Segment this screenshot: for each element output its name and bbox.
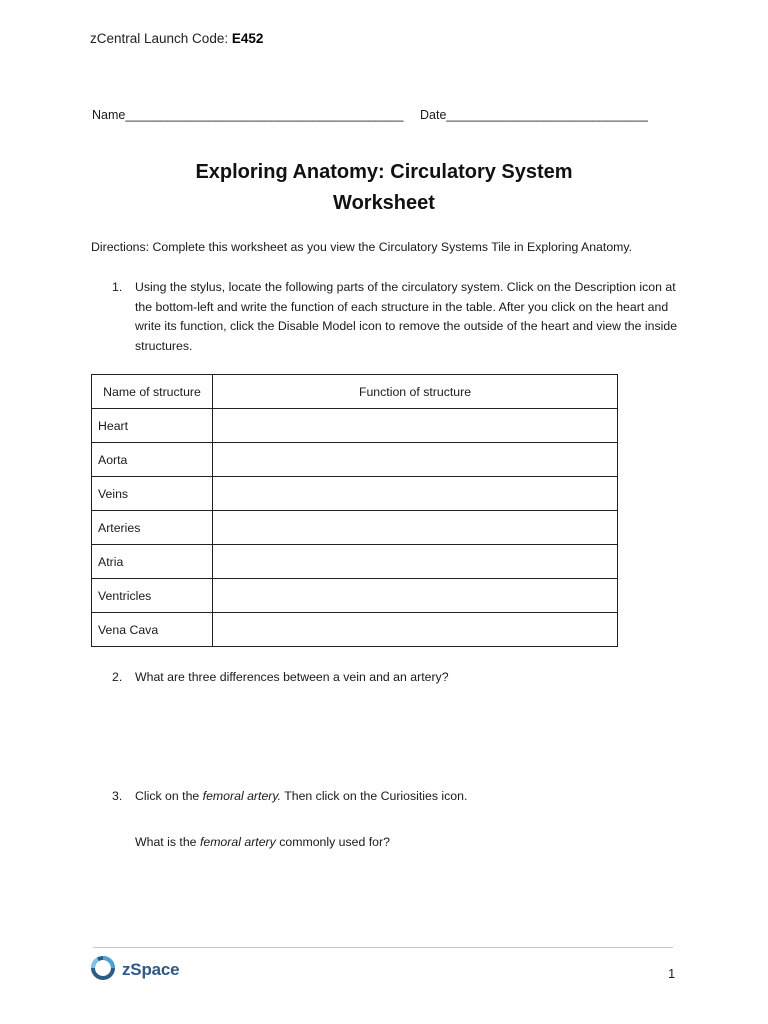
function-answer-cell[interactable] bbox=[213, 511, 618, 545]
question-text-italic: femoral artery. bbox=[202, 789, 282, 803]
question-3 bbox=[112, 787, 672, 807]
table-header-row bbox=[92, 375, 618, 409]
structures-table bbox=[91, 374, 618, 647]
structure-name: Atria bbox=[92, 545, 213, 579]
zspace-logo-text: zSpace bbox=[122, 960, 180, 979]
table-row bbox=[92, 477, 618, 511]
question-text: What are three differences between a vein and an artery? bbox=[135, 670, 449, 684]
question-text: Using the stylus, locate the following parts of the circulatory system. Click on the Description icon at the bottom-left and write the function of each structure in the table. After you click on the heart and write its function, click the Disable Model icon to remove the outside of the heart and view the inside structures. bbox=[135, 280, 678, 353]
question-2 bbox=[112, 668, 672, 688]
table-row bbox=[92, 511, 618, 545]
question-number: 3. bbox=[112, 789, 123, 803]
launch-code-value: E452 bbox=[231, 31, 264, 46]
column-header-function: Function of structure bbox=[213, 375, 618, 409]
table-row bbox=[92, 443, 618, 477]
date-field[interactable]: Date_____________________________ bbox=[420, 108, 649, 122]
launch-code-label: zCentral Launch Code: bbox=[90, 31, 229, 46]
page-number: 1 bbox=[668, 966, 676, 981]
question-1 bbox=[112, 278, 712, 358]
function-answer-cell[interactable] bbox=[213, 545, 618, 579]
column-header-structure: Name of structure bbox=[92, 375, 213, 409]
page-title: Exploring Anatomy: Circulatory System bbox=[195, 161, 573, 183]
function-answer-cell[interactable] bbox=[213, 613, 618, 647]
structure-name: Aorta bbox=[92, 443, 213, 477]
question-3-subquestion bbox=[135, 835, 390, 849]
zspace-logo bbox=[90, 956, 179, 984]
page-subtitle: Worksheet bbox=[333, 192, 435, 214]
question-text bbox=[135, 787, 695, 807]
structure-name: Arteries bbox=[92, 511, 213, 545]
subquestion-italic: femoral artery bbox=[199, 835, 276, 849]
table-row bbox=[92, 545, 618, 579]
question-text-end: Then click on the Curiosities icon. bbox=[281, 789, 468, 803]
footer-divider bbox=[93, 947, 673, 948]
function-answer-cell[interactable] bbox=[213, 579, 618, 613]
function-answer-cell[interactable] bbox=[213, 409, 618, 443]
question-number: 1. bbox=[112, 280, 123, 294]
structure-name: Heart bbox=[92, 409, 213, 443]
subquestion-start: What is the bbox=[135, 835, 200, 849]
launch-code-line bbox=[90, 31, 263, 46]
structure-name: Veins bbox=[92, 477, 213, 511]
name-field[interactable]: Name________________________________________ bbox=[92, 108, 404, 122]
function-answer-cell[interactable] bbox=[213, 477, 618, 511]
table-row bbox=[92, 579, 618, 613]
question-number: 2. bbox=[112, 670, 123, 684]
directions-text: Directions: Complete this worksheet as you view the Circulatory Systems Tile in Exploring Anatomy. bbox=[91, 240, 633, 254]
table-row bbox=[92, 613, 618, 647]
structure-name: Vena Cava bbox=[92, 613, 213, 647]
structure-name: Ventricles bbox=[92, 579, 213, 613]
question-text-start: Click on the bbox=[135, 789, 203, 803]
function-answer-cell[interactable] bbox=[213, 443, 618, 477]
subquestion-end: commonly used for? bbox=[275, 835, 390, 849]
zspace-ring-icon bbox=[90, 955, 116, 986]
table-row bbox=[92, 409, 618, 443]
